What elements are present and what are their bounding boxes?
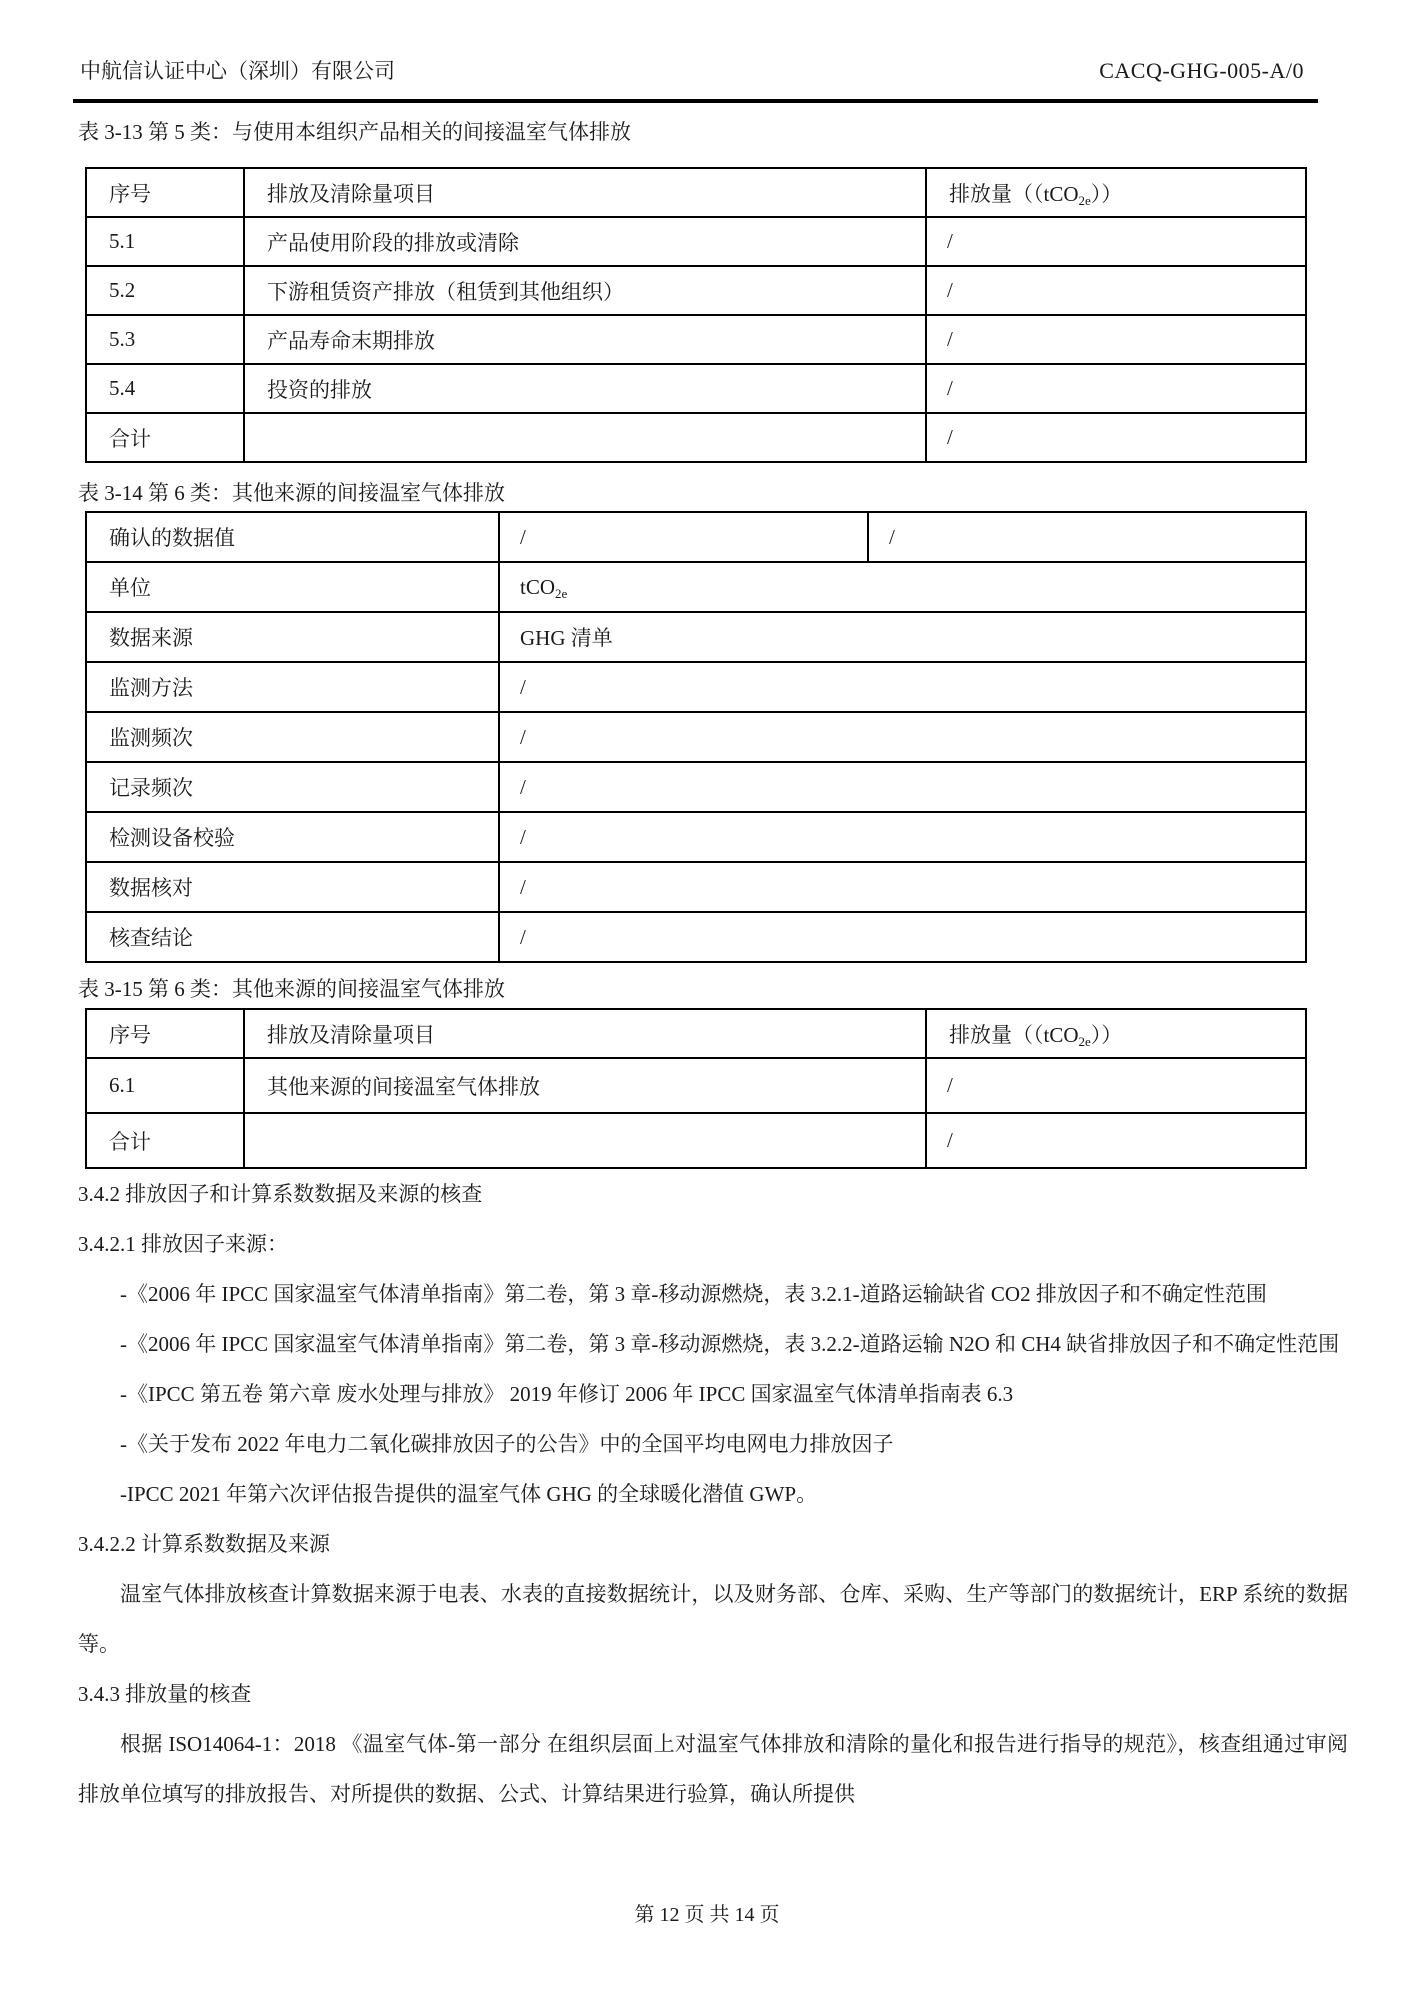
table-row [86,364,1306,413]
section-3-4-3-heading: 3.4.3 排放量的核查 [78,1682,252,1706]
row-value: / [499,812,1306,862]
table-row-total [86,413,1306,462]
table-row-total [86,1113,1306,1168]
table-row [86,912,1306,962]
page-content [0,116,1414,1819]
col-header-no: 序号 [86,168,244,217]
row-item: 产品寿命末期排放 [244,315,926,364]
table-row [86,862,1306,912]
unit-subscript: 2e [555,585,568,601]
unit-prefix: tCO [520,574,556,599]
table-3-13 [85,167,1307,463]
amount-header-suffix: ）） [1090,181,1123,206]
row-item: 其他来源的间接温室气体排放 [244,1058,926,1113]
col-header-no: 序号 [86,1009,244,1058]
row-no: 5.3 [86,315,244,364]
amount-header-subscript: 2e [1078,192,1091,208]
col-header-item: 排放及清除量项目 [244,1009,926,1058]
section-3-4-2-2-heading: 3.4.2.2 计算系数数据及来源 [78,1532,330,1556]
table-3-13-caption: 表 3-13 第 5 类：与使用本组织产品相关的间接温室气体排放 [78,120,631,144]
row-label: 监测方法 [86,662,499,712]
table-3-15 [85,1008,1307,1169]
company-name: 中航信认证中心（深圳）有限公司 [80,59,395,83]
row-value: / [926,217,1306,266]
row-value: / [499,762,1306,812]
table-row [86,1058,1306,1113]
row-no: 5.1 [86,217,244,266]
emission-factor-source-item: -《IPCC 第五卷 第六章 废水处理与排放》 2019 年修订 2006 年 IPCC 国家温室气体清单指南表 6.3 [120,1382,1014,1406]
table-3-14 [85,511,1307,963]
row-value [499,562,1306,612]
row-label: 监测频次 [86,712,499,762]
row-item: 产品使用阶段的排放或清除 [244,217,926,266]
row-value: / [926,315,1306,364]
row-value: / [926,364,1306,413]
row-label: 单位 [86,562,499,612]
row-no: 合计 [86,1113,244,1168]
amount-header-subscript: 2e [1078,1033,1091,1049]
row-item [244,1113,926,1168]
row-no: 6.1 [86,1058,244,1113]
row-label: 检测设备校验 [86,812,499,862]
page-header [0,0,1414,85]
table-row [86,168,1306,217]
section-3-4-2-2-paragraph: 温室气体排放核查计算数据来源于电表、水表的直接数据统计，以及财务部、仓库、采购、生产等部门的数据统计，ERP 系统的数据等。 [78,1582,1348,1656]
emission-factor-source-item: -《2006 年 IPCC 国家温室气体清单指南》第二卷，第 3 章-移动源燃烧，表 3.2.2-道路运输 N2O 和 CH4 缺省排放因子和不确定性范围 [120,1332,1340,1356]
row-value: / [499,662,1306,712]
table-3-14-caption: 表 3-14 第 6 类：其他来源的间接温室气体排放 [78,481,505,505]
body-text [78,1169,1348,1819]
row-value: / [926,413,1306,462]
col-header-amount [926,168,1306,217]
page-number: 第 12 页 共 14 页 [634,1904,780,1926]
table-row [86,712,1306,762]
row-label: 数据核对 [86,862,499,912]
row-item: 下游租赁资产排放（租赁到其他组织） [244,266,926,315]
row-value: / [499,862,1306,912]
table-row [86,217,1306,266]
row-value: / [926,266,1306,315]
amount-header-suffix: ）） [1090,1022,1123,1047]
row-no: 合计 [86,413,244,462]
table-row [86,562,1306,612]
col-header-item: 排放及清除量项目 [244,168,926,217]
table-row [86,662,1306,712]
row-value: / [926,1113,1306,1168]
row-value: GHG 清单 [499,612,1306,662]
section-3-4-2-1-heading: 3.4.2.1 排放因子来源： [78,1232,288,1256]
row-item: 投资的排放 [244,364,926,413]
emission-factor-source-item: -《关于发布 2022 年电力二氧化碳排放因子的公告》中的全国平均电网电力排放因子 [120,1432,894,1456]
row-value: / [926,1058,1306,1113]
table-row [86,762,1306,812]
row-value: / [868,512,1306,562]
row-label: 记录频次 [86,762,499,812]
page-footer [0,1902,1414,1928]
table-row [86,512,1306,562]
emission-factor-source-item: -IPCC 2021 年第六次评估报告提供的温室气体 GHG 的全球暖化潜值 GWP。 [120,1482,818,1506]
row-item [244,413,926,462]
table-row [86,1009,1306,1058]
row-value: / [499,712,1306,762]
section-3-4-3-paragraph: 根据 ISO14064-1：2018 《温室气体-第一部分 在组织层面上对温室气体排放和清除的量化和报告进行指导的规范》，核查组通过审阅排放单位填写的排放报告、对所提供的数据、公式、计算结果进行验算，确认所提供 [78,1732,1348,1806]
table-row [86,812,1306,862]
table-row [86,612,1306,662]
row-value: / [499,512,868,562]
row-no: 5.2 [86,266,244,315]
emission-factor-source-item: -《2006 年 IPCC 国家温室气体清单指南》第二卷，第 3 章-移动源燃烧，表 3.2.1-道路运输缺省 CO2 排放因子和不确定性范围 [120,1282,1267,1306]
table-row [86,315,1306,364]
col-header-amount [926,1009,1306,1058]
row-label: 数据来源 [86,612,499,662]
row-label: 核查结论 [86,912,499,962]
header-rule [73,99,1318,103]
table-3-15-caption: 表 3-15 第 6 类：其他来源的间接温室气体排放 [78,977,505,1001]
amount-header-prefix: 排放量（（tCO [949,1022,1079,1047]
table-row [86,266,1306,315]
section-3-4-2-heading: 3.4.2 排放因子和计算系数数据及来源的核查 [78,1182,483,1206]
amount-header-prefix: 排放量（（tCO [949,181,1079,206]
row-no: 5.4 [86,364,244,413]
row-value: / [499,912,1306,962]
row-label: 确认的数据值 [86,512,499,562]
doc-code: CACQ-GHG-005-A/0 [1099,58,1304,83]
